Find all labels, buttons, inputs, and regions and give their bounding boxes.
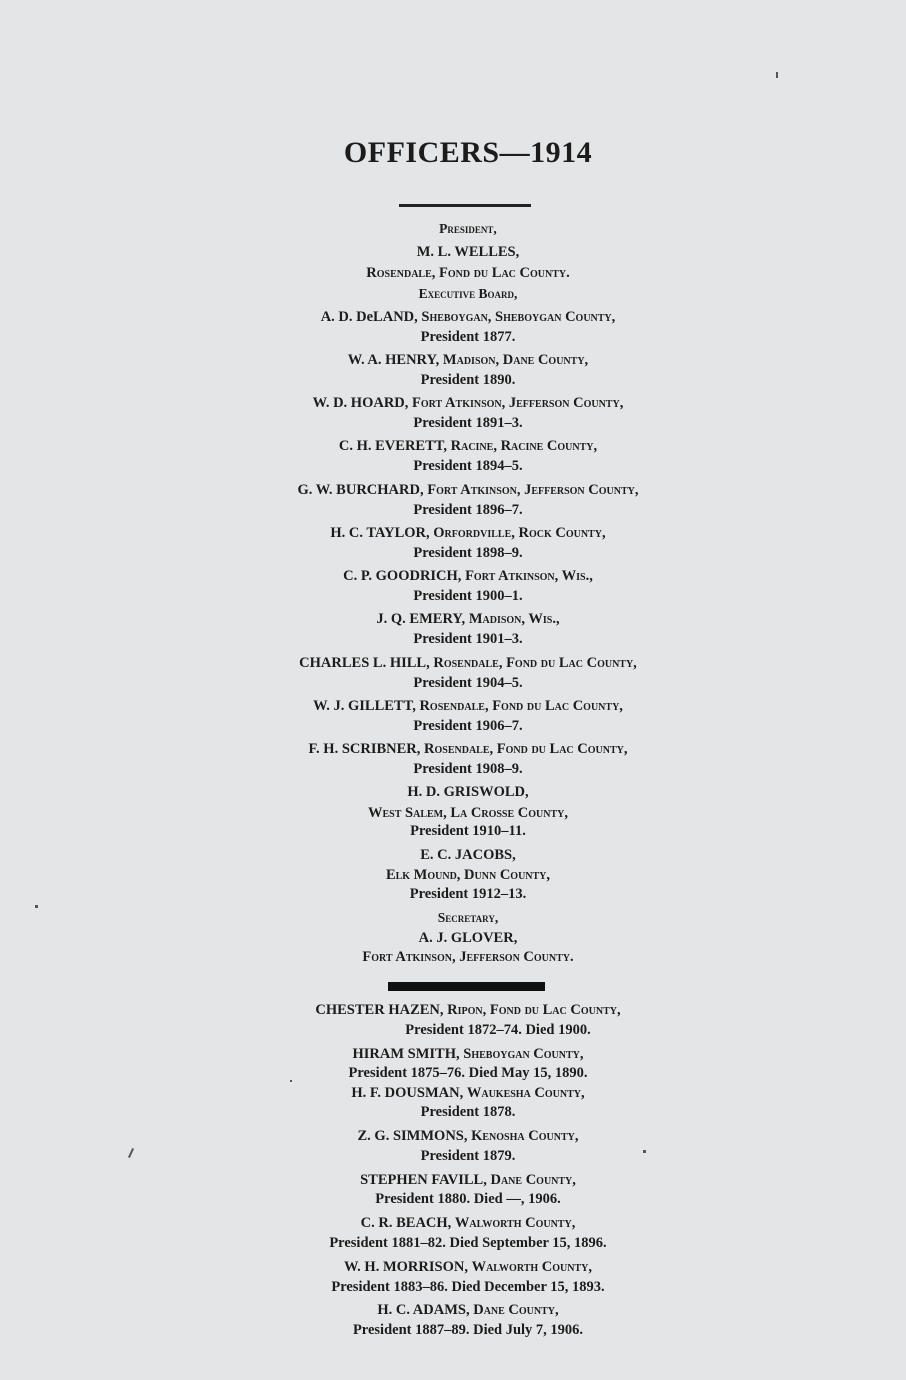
board-member-term: President 1891–3. [413,415,523,431]
board-member-term: President 1908–9. [413,761,523,777]
board-member-name: W. D. HOARD, [312,395,409,411]
board-member-term: President 1894–5. [413,458,523,474]
board-entry-gillett [0,697,906,715]
president-heading: President, [439,221,497,236]
title-rule [399,204,531,207]
board-entry-scribner [0,740,906,758]
board-entry-everett [0,437,906,455]
former-term: President 1872–74. Died 1900. [405,1022,591,1038]
board-member-term: President 1904–5. [413,675,523,691]
board-member-name: H. C. TAYLOR, [330,525,430,541]
former-place: Walworth County, [454,1215,576,1231]
former-term: President 1880. Died —, 1906. [375,1191,561,1207]
board-entry-hill [0,654,906,672]
former-term: President 1879. [420,1148,516,1164]
former-place: Dane County, [473,1302,559,1318]
board-member-term: President 1900–1. [413,588,523,604]
former-name: H. C. ADAMS, [377,1302,470,1318]
board-entry-hoard [0,394,906,412]
board-member-place: Orfordville, Rock County, [433,525,606,541]
board-entry-goodrich [0,567,906,585]
board-member-term: President 1912–13. [409,886,527,902]
board-member-place: Racine, Racine County, [450,438,598,454]
former-entry-smith [0,1045,906,1063]
former-entry-adams [0,1301,906,1319]
board-entry-burchard [0,481,906,499]
scan-speck [776,72,778,78]
board-member-place: Elk Mound, Dunn County, [385,867,551,883]
president-name: M. L. WELLES, [416,244,520,260]
board-entry-deland [0,308,906,326]
executive-board-heading: Executive Board, [418,286,518,301]
board-member-term: President 1898–9. [413,545,523,561]
board-entry-taylor [0,524,906,542]
page-title: OFFICERS—1914 [343,136,593,169]
former-name: W. H. MORRISON, [344,1259,468,1275]
former-place: Walworth County, [471,1259,592,1275]
former-entry-favill [0,1171,906,1189]
board-member-place: Sheboygan, Sheboygan County, [421,309,616,325]
former-name: CHESTER HAZEN, [315,1002,444,1018]
board-member-place: Rosendale, Fond du Lac County, [419,698,623,714]
board-member-place: Rosendale, Fond du Lac County, [433,655,637,671]
board-member-name: W. J. GILLETT, [313,698,416,714]
board-member-term: President 1877. [420,329,516,345]
president-place: Rosendale, Fond du Lac County. [366,265,570,281]
board-entry-henry [0,351,906,369]
board-member-term: President 1896–7. [413,502,523,518]
board-member-place: Fort Atkinson, Wis., [465,568,593,584]
former-entry-morrison [0,1258,906,1276]
board-member-name: J. Q. EMERY, [376,611,466,627]
secretary-place: Fort Atkinson, Jefferson County. [362,949,574,965]
former-entry-hazen [0,1001,906,1019]
board-member-place: Fort Atkinson, Jefferson County, [412,395,624,411]
board-member-name: E. C. JACOBS, [420,847,516,863]
former-place: Waukesha County, [466,1085,585,1101]
secretary-name: A. J. GLOVER, [418,930,518,946]
former-name: H. F. DOUSMAN, [351,1085,464,1101]
section-divider [388,982,545,991]
scan-speck [643,1150,646,1153]
scan-speck [290,1080,292,1082]
former-name: STEPHEN FAVILL, [360,1172,487,1188]
former-place: Kenosha County, [471,1128,579,1144]
board-entry-emery [0,610,906,628]
scan-speck [35,905,38,908]
board-member-name: H. D. GRISWOLD, [407,784,529,800]
board-member-place: Rosendale, Fond du Lac County, [424,741,628,757]
board-member-term: President 1890. [420,372,516,388]
former-place: Sheboygan County, [463,1046,584,1062]
board-member-term: President 1910–11. [410,823,526,839]
board-member-place: West Salem, La Crosse County, [368,805,568,821]
board-member-place: Fort Atkinson, Jefferson County, [427,482,639,498]
former-name: HIRAM SMITH, [352,1046,460,1062]
board-member-term: President 1901–3. [413,631,523,647]
former-term: President 1878. [420,1104,516,1120]
former-term: President 1881–82. Died September 15, 1896. [329,1235,607,1251]
former-name: C. R. BEACH, [360,1215,452,1231]
board-member-name: A. D. DeLAND, [320,309,418,325]
former-term: President 1883–86. Died December 15, 1893. [331,1279,605,1295]
board-member-name: C. P. GOODRICH, [343,568,462,584]
board-member-name: G. W. BURCHARD, [297,482,424,498]
former-entry-beach [0,1214,906,1232]
board-member-name: F. H. SCRIBNER, [308,741,421,757]
secretary-heading: Secretary, [437,910,499,925]
former-term: President 1887–89. Died July 7, 1906. [352,1322,584,1338]
former-name: Z. G. SIMMONS, [357,1128,468,1144]
board-member-place: Madison, Dane County, [442,352,589,368]
board-member-term: President 1906–7. [413,718,523,734]
former-entry-simmons [0,1127,906,1145]
board-member-name: C. H. EVERETT, [338,438,447,454]
former-entry-dousman [0,1084,906,1102]
board-member-place: Madison, Wis., [468,611,560,627]
board-member-name: W. A. HENRY, [347,352,440,368]
former-term: President 1875–76. Died May 15, 1890. [348,1065,588,1081]
former-place: Dane County, [490,1172,576,1188]
board-member-name: CHARLES L. HILL, [299,655,430,671]
former-place: Ripon, Fond du Lac County, [447,1002,621,1018]
